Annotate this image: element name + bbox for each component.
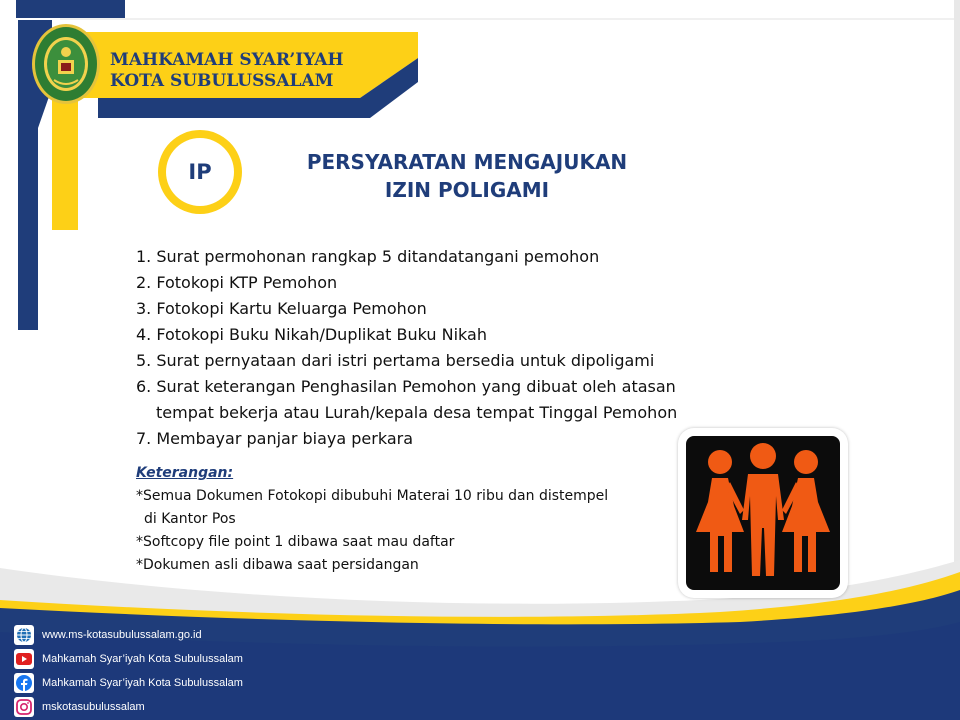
requirement-item: 3. Fotokopi Kartu Keluarga Pemohon (136, 299, 427, 318)
instagram-icon (14, 697, 34, 717)
org-name-line-2: KOTA SUBULUSSALAM (110, 71, 334, 91)
polygamy-illustration-card (678, 428, 848, 598)
social-youtube[interactable] (14, 648, 344, 670)
requirement-item: 2. Fotokopi KTP Pemohon (136, 273, 338, 292)
court-logo (30, 22, 102, 108)
social-links (14, 624, 344, 720)
page-title (262, 148, 672, 204)
requirement-item: 6. Surat keterangan Penghasilan Pemohon yang dibuat oleh atasan (136, 377, 676, 396)
facebook-link[interactable]: Mahkamah Syar’iyah Kota Subulussalam (42, 677, 243, 689)
org-name-line-1: MAHKAMAH SYAR’IYAH (110, 50, 344, 70)
youtube-icon (14, 649, 34, 669)
social-instagram[interactable] (14, 696, 344, 718)
note-line: *Dokumen asli dibawa saat persidangan (136, 557, 419, 573)
people-icon (686, 436, 840, 590)
youtube-link[interactable]: Mahkamah Syar’iyah Kota Subulussalam (42, 653, 243, 665)
note-line: *Softcopy file point 1 dibawa saat mau daftar (136, 534, 455, 550)
globe-icon (14, 625, 34, 645)
requirement-item: 1. Surat permohonan rangkap 5 ditandatangani pemohon (136, 247, 600, 266)
notes-heading: Keterangan: (136, 465, 234, 481)
requirements-list (136, 244, 756, 452)
note-line: *Semua Dokumen Fotokopi dibubuhi Materai 10 ribu dan distempel (136, 488, 609, 504)
requirement-item-continuation: tempat bekerja atau Lurah/kepala desa tempat Tinggal Pemohon (156, 403, 678, 422)
facebook-icon (14, 673, 34, 693)
note-line: di Kantor Pos (144, 511, 236, 527)
website-link[interactable]: www.ms-kotasubulussalam.go.id (42, 629, 202, 641)
requirement-item: 4. Fotokopi Buku Nikah/Duplikat Buku Nikah (136, 325, 487, 344)
social-website[interactable] (14, 624, 344, 646)
title-line-2: IZIN POLIGAMI (384, 178, 550, 202)
requirement-item: 7. Membayar panjar biaya perkara (136, 429, 414, 448)
ip-badge (158, 130, 242, 214)
organization-name (110, 50, 344, 92)
ip-badge-label: IP (166, 138, 234, 206)
instagram-link[interactable]: mskotasubulussalam (42, 701, 145, 713)
requirement-item: 5. Surat pernyataan dari istri pertama bersedia untuk dipoligami (136, 351, 655, 370)
social-facebook[interactable] (14, 672, 344, 694)
title-line-1: PERSYARATAN MENGAJUKAN (306, 150, 628, 174)
notes-section (136, 462, 696, 577)
